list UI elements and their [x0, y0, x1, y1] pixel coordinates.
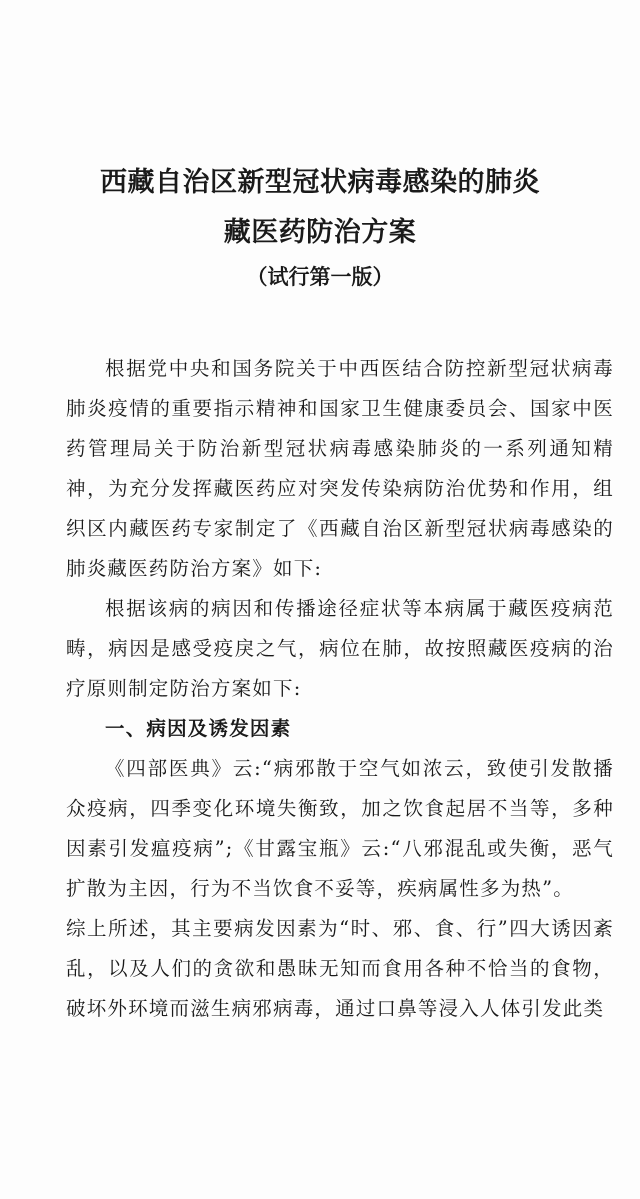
document-subtitle: （试行第一版）	[246, 264, 394, 289]
paragraph-classification: 根据该病的病因和传播途径症状等本病属于藏医疫病范畴，病因是感受疫戾之气，病位在肺，故按照藏医疫病的治疗原则制定防治方案如下:	[66, 597, 614, 700]
document-body	[66, 349, 614, 1029]
section-heading-causes: 一、病因及诱发因素	[105, 717, 292, 740]
paragraph-intro: 根据党中央和国务院关于中西医结合防控新型冠状病毒肺炎疫情的重要指示精神和国家卫生健康委员会、国家中医药管理局关于防治新型冠状病毒感染肺炎的一系列通知精神，为充分发挥藏医药应对突发传染病防治优势和作用，组织区内藏医药专家制定了《西藏自治区新型冠状病毒感染的肺炎藏医药防治方案》如下:	[66, 357, 614, 580]
document-title-line-1: 西藏自治区新型冠状病毒感染的肺炎	[100, 167, 540, 198]
document-title-line-2: 藏医药防治方案	[223, 217, 417, 248]
title-block	[0, 158, 640, 294]
paragraph-classical-quotes: 《四部医典》云:“病邪散于空气如浓云，致使引发散播众疫病，四季变化环境失衡致，加之饮食起居不当等，多种因素引发瘟疫病”;《甘露宝瓶》云:“八邪混乱或失衡，恶气扩散为主因，行为不当饮食不妥等，疾病属性多为热”。	[66, 757, 614, 900]
paragraph-summary: 综上所述，其主要病发因素为“时、邪、食、行”四大诱因紊乱，以及人们的贪欲和愚昧无知而食用各种不恰当的食物，破坏外环境而滋生病邪病毒，通过口鼻等浸入人体引发此类	[66, 917, 614, 1020]
